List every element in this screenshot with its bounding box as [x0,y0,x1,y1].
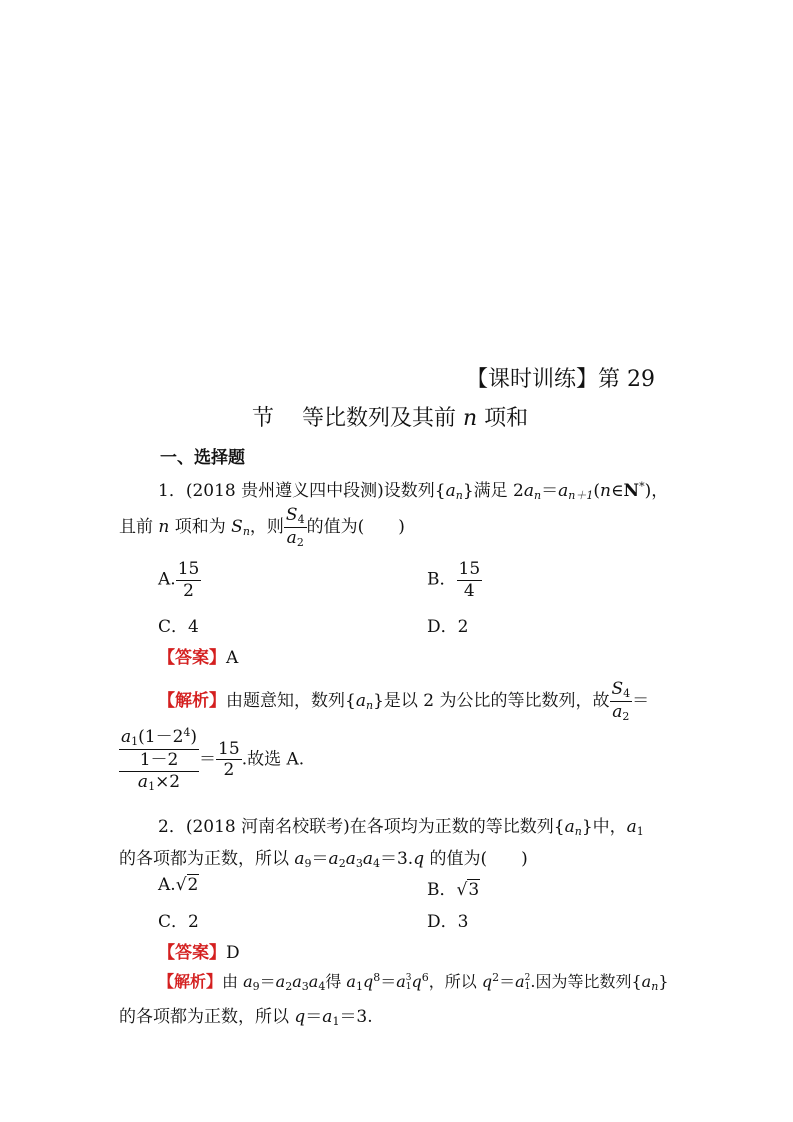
q1-compound-fraction [119,726,304,794]
q1-result-eq: ＝ [199,749,217,770]
q1-text: 设数列{ [383,481,446,501]
q2-an-p1: a [275,972,286,991]
q2-an-q-rhs-sup: 2 [524,972,531,983]
q2-line1 [158,812,644,838]
q1-analysis-fraction [610,680,633,723]
q1-big-bot-b: ×2 [155,772,181,792]
q2-seq: a [564,817,575,837]
q1-big-top-a: a [121,727,132,747]
q1-frac-den: a [286,528,297,549]
q1-analysis-frac-num: S [611,679,624,699]
title-jie: 节 [252,406,275,431]
q2-an-c2-sub: 1 [405,981,412,992]
q2-a1-sub: 1 [636,825,644,838]
q2-option-a-rad: 2 [187,875,199,895]
q2-an-seq-sub: n [651,980,659,993]
q2-an-a: 由 [222,972,244,991]
q2-answer-tag: 【答案】 [158,943,226,963]
q1-eq: ＝ [541,481,559,501]
q1-answer-tag: 【答案】 [158,648,226,668]
q1-frac-den-sub: 2 [296,536,304,550]
title-n: n [463,406,478,431]
q2-a1: a [626,817,637,837]
q2-an-line2-a: 的各项都为正数，所以 [119,1007,295,1027]
q2-an-p1-sub: 2 [285,980,293,993]
q1-option-b-label: B． [427,569,457,590]
q2-an-c2: a [396,972,406,991]
q1-domain-in: ∈ [610,481,624,501]
q1-line2 [119,506,405,549]
q2-prod-b: a [345,849,356,869]
q1-line1 [158,476,668,503]
q1-analysis-a: 由题意知，数列{ [226,691,356,712]
q2-line2 [119,844,528,870]
q2-an-f: } [658,972,669,991]
section-heading: 一、选择题 [160,448,245,468]
q2-an-q-sup: 2 [492,971,500,984]
q2-option-a [158,875,199,895]
q2-option-b-sqrt: √3 [456,880,480,900]
q1-analysis-seq-sub: n [365,699,374,713]
q1-source: (2018 贵州遵义四中段测) [185,481,384,501]
q2-option-b-rad: 3 [468,880,480,900]
q2-an-d: ，所以 [428,972,482,991]
page-title-line1: 【课时训练】第 29 [466,367,655,392]
q2-prod-c-sub: 4 [372,857,380,870]
q2-prod-c: a [362,849,373,869]
q1-compound-top [119,726,199,750]
q1-big-bot-a-sub: 1 [148,780,156,793]
q1-domain-N: N [623,481,640,501]
q1-analysis-tag: 【解析】 [158,691,226,712]
q1-option-b-den: 4 [463,580,475,601]
q2-an-q: q [481,972,493,991]
q1-option-a-den: 2 [183,580,194,601]
q2-option-b [427,875,480,900]
q1-big-top-sup: 4 [183,726,191,739]
q2-an-c1-q: q [362,972,374,991]
q1-option-b-num: 15 [458,559,481,579]
q1-option-c: C．4 [158,617,199,637]
q1-line2-b: 项和为 [169,517,232,538]
q2-number: 2． [158,817,186,837]
q2-analysis-line2 [119,1002,373,1028]
q2-q: q [413,849,425,869]
q2-an-p2-sub: 3 [301,980,309,993]
q1-frac-num-sub: 4 [297,513,305,526]
q1-result-num: 15 [218,738,240,759]
q1-line2-c: ，则 [249,517,284,538]
q1-domain-close: )， [644,481,669,501]
q1-domain-n: n [599,481,611,501]
q1-line2-a: 且前 [119,517,159,538]
q1-analysis-frac-den-sub: 2 [622,710,630,724]
q1-number: 1． [158,481,186,501]
q1-option-a-label: A. [158,569,176,590]
title-text: 等比数列及其前 [302,406,464,431]
q2-answer [158,938,240,963]
q2-an-a9-sub: 9 [252,980,260,993]
q1-answer-value: A [226,648,239,668]
q2-a9-sub: 9 [304,857,312,870]
q1-option-b [427,560,482,600]
q2-eq: ＝ [311,849,329,869]
q2-option-c: C．2 [158,912,199,932]
q1-analysis-frac-num-sub: 4 [623,687,631,700]
q2-an-eq: ＝ [259,972,276,991]
q1-big-top-b: (1－2 [138,727,184,747]
q2-an-c2-qsup: 6 [421,971,429,984]
q2-an-line2-eq: ＝ [305,1007,323,1027]
q2-source: (2018 河南名校联考) [185,817,350,837]
q2-an-c1: a [346,972,356,991]
q1-option-a [158,560,201,600]
q1-S-sub: n [242,525,250,539]
q2-an-line2-a1: a [322,1007,333,1027]
q1-text-b: }满足 2 [462,481,524,501]
q1-frac-num: S [285,505,298,525]
q2-an-a9: a [243,972,253,991]
q1-seq-sub: n [455,489,463,502]
q2-prod-b-sub: 3 [355,857,363,870]
q2-answer-value: D [226,943,240,963]
q2-prod-a: a [328,849,339,869]
q1-answer [158,643,238,668]
q1-analysis-frac-den: a [612,702,623,723]
title-text-end: 项和 [477,406,529,431]
q1-analysis-line1 [158,680,649,723]
q2-an-c2-q: q [411,972,422,991]
q1-big-bot-a: a [137,772,149,792]
q2-prod-a-sub: 2 [338,857,346,870]
q1-domain-star: * [639,480,645,493]
q2-line2-b: ＝3. [379,849,414,869]
q2-an-p3: a [308,972,319,991]
q2-an-c1-sup: 8 [373,971,381,984]
q1-seq: a [445,481,456,501]
q2-an-p3-sub: 4 [318,980,326,993]
q2-an-c2-eq: ＝ [380,972,397,991]
q1-result-tail: .故选 A. [241,749,305,770]
q1-analysis-eq: ＝ [632,691,650,712]
q2-a9: a [294,849,305,869]
q1-line2-n: n [158,517,170,538]
q2-line2-c: 的值为( ) [424,849,528,869]
q1-fraction [284,506,307,549]
q1-compound-bottom [119,772,199,794]
q1-analysis-b: }是以 2 为公比的等比数列，故 [373,691,610,712]
q2-seq-sub: n [574,825,582,838]
q2-option-a-sqrt: √2 [175,875,199,895]
q1-big-top-a-sub: 1 [131,735,139,748]
q2-text-b: }中， [581,817,627,837]
q1-S: S [231,517,243,538]
q2-line2-a: 的各项都为正数，所以 [119,849,295,869]
q2-an-b: 得 [325,972,347,991]
q2-an-e: .因为等比数列{ [530,972,642,991]
q2-analysis-line1 [158,969,669,993]
q1-option-d: D．2 [427,617,469,637]
q2-an-p2: a [292,972,302,991]
q1-result-den: 2 [223,760,235,781]
page-title-line2 [252,401,528,432]
q2-option-a-label: A. [158,875,176,895]
q2-an-line2-a1-sub: 1 [332,1015,340,1028]
q1-big-top-c: ) [190,727,198,747]
q1-cond-rhs: a [558,481,569,501]
q1-analysis-seq: a [355,691,366,712]
q2-an-q-rhs-sub: 1 [524,981,531,992]
q1-line2-d: 的值为( ) [306,517,405,538]
q2-text: 在各项均为正数的等比数列{ [349,817,565,837]
q2-an-c1-sub: 1 [355,980,363,993]
q1-domain-open: ( [593,481,600,501]
q1-cond-lhs: a [523,481,535,501]
q2-an-seq: a [641,972,652,991]
q2-an-line2-b: ＝3. [339,1007,373,1027]
q1-cond-rhs-sub: n＋1 [568,489,594,502]
q2-an-c2-sup: 3 [405,972,412,983]
q2-analysis-tag: 【解析】 [158,972,223,991]
q2-an-q-eq: ＝ [499,972,516,991]
q1-cond-lhs-sub: n [534,489,542,502]
q1-option-a-num: 15 [177,559,200,579]
q2-option-b-label: B． [427,880,457,900]
q2-an-line2-q: q [294,1007,306,1027]
q2-an-q-rhs: a [515,972,525,991]
q1-compound-mid: 1－2 [119,750,199,772]
q2-option-d: D．3 [427,912,469,932]
